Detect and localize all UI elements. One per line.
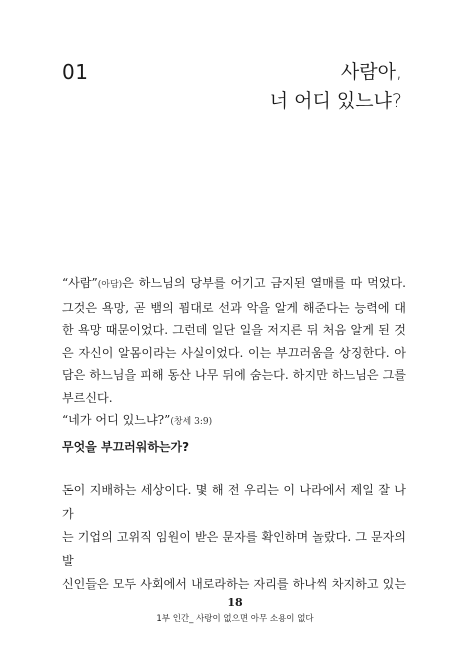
body-paragraph <box>62 479 406 597</box>
chapter-number: 01 <box>62 60 89 84</box>
chapter-title <box>270 58 402 116</box>
section-heading: 무엇을 부끄러워하는가? <box>62 440 190 454</box>
chapter-title-line-2: 너 어디 있느냐? <box>269 90 402 112</box>
page-number: 18 <box>227 596 243 609</box>
intro-term-gloss: (아담) <box>97 280 123 290</box>
running-footer: 1부 인간_ 사랑이 없으면 아무 소용이 없다 <box>156 614 314 624</box>
intro-term: “사람” <box>62 276 98 290</box>
intro-text: 은 하느님의 당부를 어기고 금지된 열매를 따 먹었다. 그것은 욕망, 곧 뱀의 꾐대로 선과 악을 알게 해준다는 능력에 대한 욕망 때문이었다. 그런데 일단 일을 저지른 뒤 처음 알게 된 것은 자신이 알몸이라는 사실이었다. 이는 부끄러움을 상징한다. 아담은 하느님을 피해 동산 나무 뒤에 숨는다. 하지만 하느님은 그를 부르신다. <box>62 276 406 405</box>
intro-citation: (창세 3:9) <box>170 417 213 427</box>
intro-paragraph <box>62 272 406 434</box>
body-line-1: 돈이 지배하는 세상이다. 몇 해 전 우리는 이 나라에서 제일 잘 나가 <box>62 483 406 521</box>
body-line-2: 는 기업의 고위직 임원이 받은 문자를 확인하며 놀랐다. 그 문자의 발 <box>62 530 406 568</box>
intro-quote: “네가 어디 있느냐?” <box>62 413 171 427</box>
body-line-3: 신인들은 모두 사회에서 내로라하는 자리를 하나씩 차지하고 있는 <box>62 577 406 591</box>
chapter-title-line-1: 사람아, <box>340 61 402 83</box>
